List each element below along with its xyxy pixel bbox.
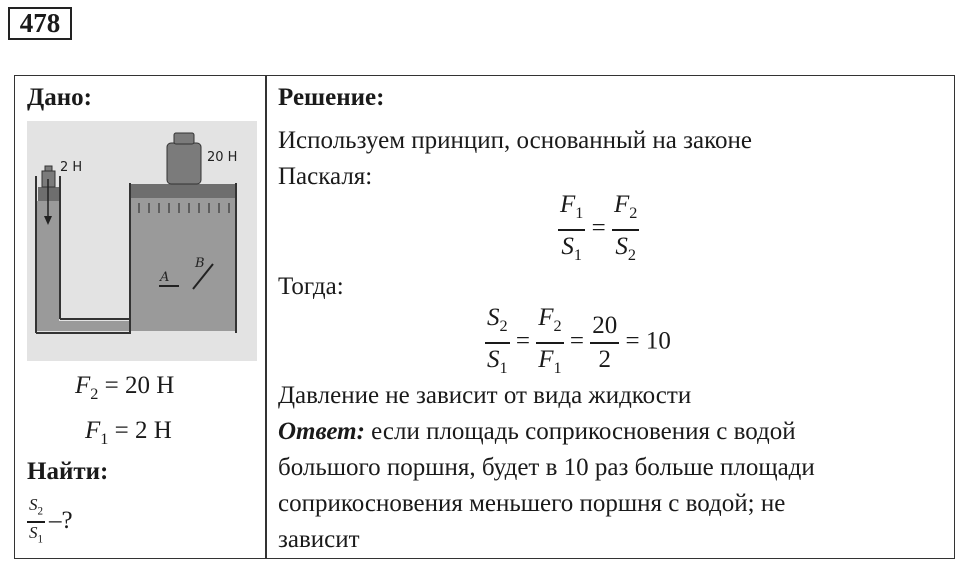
pressure-statement: Давление не зависит от вида жидкости [278,382,692,409]
point-a-label: A [160,270,170,285]
solution-table [14,75,955,559]
pascal-formula: $\frac{F_1}{S_1}$ = $\frac{F_2}{S_2}$ [560,191,638,264]
weight-small-label: 2 Н [60,160,83,175]
hydraulic-press-figure [27,121,257,361]
given-f1: $F_1 = 2$ Н [85,417,172,448]
solution-line-2: Паскаля: [278,163,373,190]
solution-line-1: Используем принцип, основанный на законе [278,127,752,154]
answer-line-1: Ответ: если площадь соприкосновения с водой [278,418,796,445]
point-b-label: B [195,256,205,271]
weight-large-label: 20 Н [207,150,238,165]
answer-line-3: соприкосновения меньшего поршня с водой; не [278,490,786,517]
problem-number: 478 [8,7,72,40]
find-ratio: $\frac{S_2}{S_1}$ –? [29,495,73,545]
answer-line-4: зависит [278,526,360,553]
ratio-formula: $\frac{S_2}{S_1}$ = $\frac{F_2}{F_1}$ = $\frac{20}{2}$ = 10 [487,304,671,377]
given-f2: $F_2 = 20$ Н [75,372,175,403]
solution-label: Решение: [278,84,385,111]
answer-line-2: большого поршня, будет в 10 раз больше площади [278,454,815,481]
answer-label: Ответ: [278,418,365,445]
find-label: Найти: [27,458,109,485]
given-label: Дано: [27,84,92,111]
then-label: Тогда: [278,273,344,300]
column-divider [265,76,267,558]
